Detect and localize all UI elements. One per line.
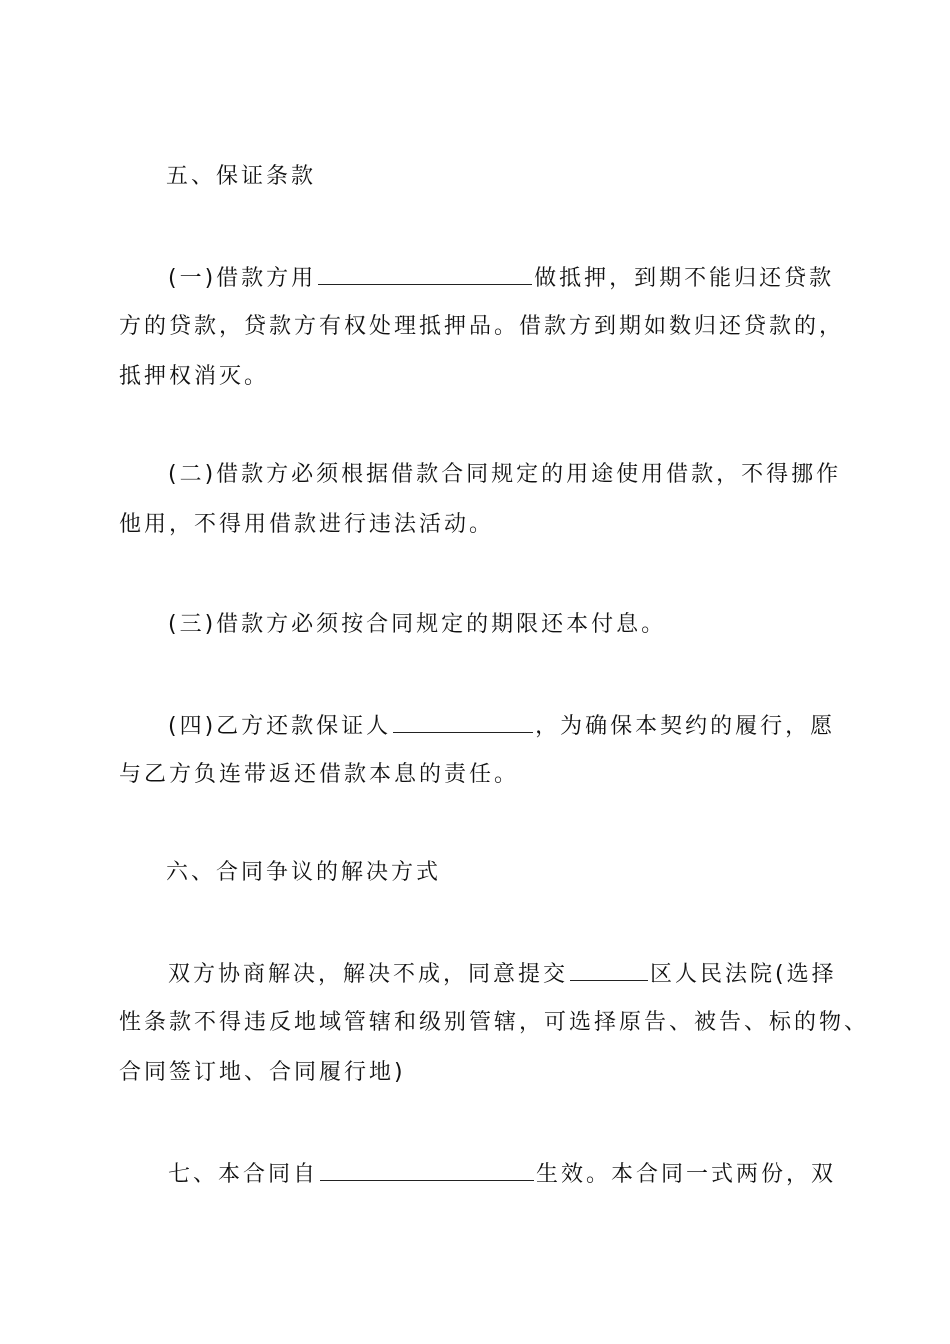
clause-4-line-2-text: 与乙方负连带返还借款本息的责任。: [119, 762, 520, 787]
clause-1-text-before: (一)借款方用: [168, 266, 317, 291]
clause-3-line-1-text: (三)借款方必须按合同规定的期限还本付息。: [168, 612, 667, 637]
section-6-line-2-text: 性条款不得违反地域管辖和级别管辖，可选择原告、被告、标的物、: [119, 1010, 870, 1035]
clause-1-line-3: [0, 362, 950, 392]
section-7-text-before: 七、本合同自: [168, 1162, 319, 1187]
clause-1-blank: [318, 262, 532, 285]
section-6-line-3-text: 合同签订地、合同履行地): [119, 1060, 406, 1085]
section-6-heading-text: 六、合同争议的解决方式: [166, 860, 442, 885]
clause-1-text-after: 做抵押，到期不能归还贷款: [534, 266, 835, 291]
clause-2-line-2-text: 他用，不得用借款进行违法活动。: [119, 512, 495, 537]
clause-2-line-1-text: (二)借款方必须根据借款合同规定的用途使用借款，不得挪作: [168, 462, 842, 487]
clause-3-line-1: [0, 610, 950, 640]
section-6-heading: [0, 858, 950, 888]
clause-2-line-1: [0, 460, 950, 490]
section-7-text-after: 生效。本合同一式两份，双: [536, 1162, 837, 1187]
clause-4-line-1: [0, 710, 950, 742]
section-5-heading: [0, 162, 950, 192]
clause-1-line-2: [0, 312, 950, 342]
clause-1-line-3-text: 抵押权消灭。: [119, 364, 270, 389]
clause-4-blank: [393, 710, 533, 733]
court-blank: [570, 958, 648, 981]
section-6-para-line-2: [0, 1008, 950, 1038]
clause-2-line-2: [0, 510, 950, 540]
section-6-para-line-3: [0, 1058, 950, 1088]
section-5-heading-text: 五、保证条款: [166, 164, 317, 189]
clause-1-line-2-text: 方的贷款，贷款方有权处理抵押品。借款方到期如数归还贷款的，: [119, 314, 845, 339]
clause-4-text-before: (四)乙方还款保证人: [168, 714, 392, 739]
section-6-text-before: 双方协商解决，解决不成，同意提交: [168, 962, 569, 987]
clause-4-text-after: ，为确保本契约的履行，愿: [535, 714, 836, 739]
effective-date-blank: [320, 1158, 534, 1181]
section-6-text-after: 区人民法院(选择: [650, 962, 837, 987]
section-6-para-line-1: [0, 958, 950, 990]
clause-1-line-1: [0, 262, 950, 294]
section-7-line-1: [0, 1158, 950, 1190]
clause-4-line-2: [0, 760, 950, 790]
